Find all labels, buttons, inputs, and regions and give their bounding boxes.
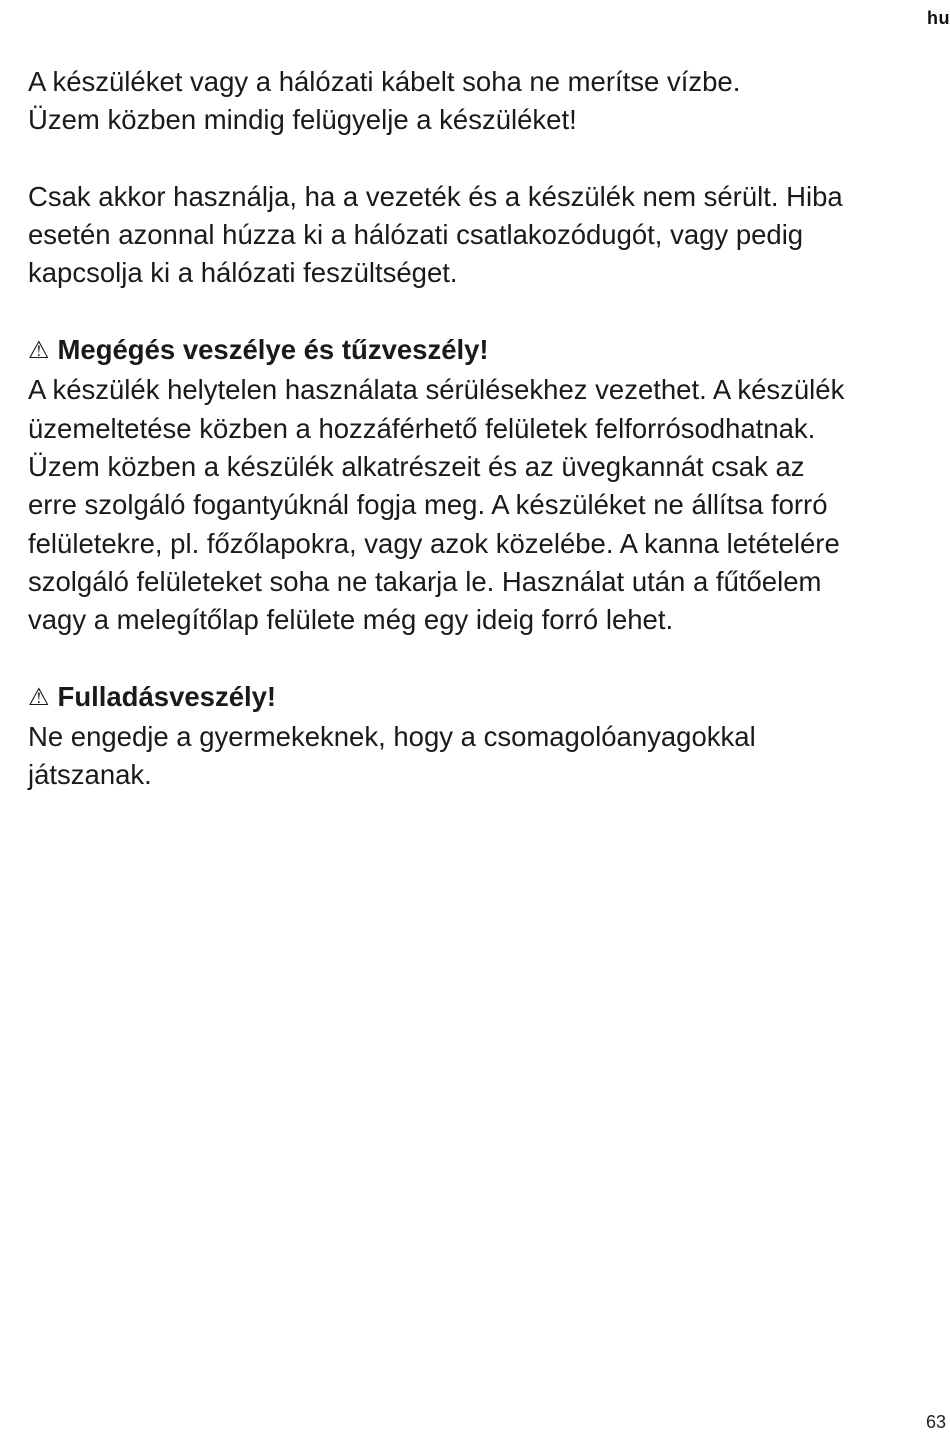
- warning-title: Fulladásveszély!: [57, 680, 277, 712]
- warning-triangle-icon: ⚠: [28, 683, 50, 711]
- language-tag: hu: [927, 8, 950, 28]
- warning-burn-fire: [28, 331, 943, 639]
- text-line: esetén azonnal húzza ki a hálózati csatlakozódugót, vagy pedig: [28, 219, 804, 251]
- text-line: szolgáló felületeket soha ne takarja le. Használat után a fűtőelem: [28, 565, 822, 597]
- warning-heading: [28, 678, 943, 718]
- warning-title: Megégés veszélye és tűzveszély!: [57, 334, 489, 366]
- document-body: [28, 63, 943, 833]
- text-line: A készülék helytelen használata sérülésekhez vezethet. A készülék: [28, 374, 845, 406]
- text-line: Üzem közben a készülék alkatrészeit és az üvegkannát csak az: [28, 450, 805, 482]
- text-line: kapcsolja ki a hálózati feszültséget.: [28, 257, 458, 289]
- text-line: erre szolgáló fogantyúknál fogja meg. A készüléket ne állítsa forró: [28, 489, 828, 521]
- text-line: felületekre, pl. főzőlapokra, vagy azok közelébe. A kanna letételére: [28, 527, 840, 559]
- text-line: A készüléket vagy a hálózati kábelt soha ne merítse vízbe.: [28, 66, 741, 97]
- warning-heading: [28, 331, 943, 371]
- text-line: Ne engedje a gyermekeknek, hogy a csomagolóanyagokkal: [28, 721, 756, 753]
- page-number: 63: [925, 1412, 946, 1432]
- text-line: vagy a melegítőlap felülete még egy ideig forró lehet.: [28, 604, 674, 636]
- text-line: játszanak.: [28, 759, 152, 791]
- paragraph-damage: [28, 178, 943, 293]
- warning-triangle-icon: ⚠: [28, 337, 50, 365]
- text-line: Üzem közben mindig felügyelje a készüléket!: [28, 104, 577, 136]
- text-line: üzemeltetése közben a hozzáférhető felületek felforrósodhatnak.: [28, 412, 816, 444]
- text-line: Csak akkor használja, ha a vezeték és a készülék nem sérült. Hiba: [28, 180, 843, 212]
- paragraph-immersion: [28, 63, 943, 140]
- warning-suffocation: [28, 678, 943, 795]
